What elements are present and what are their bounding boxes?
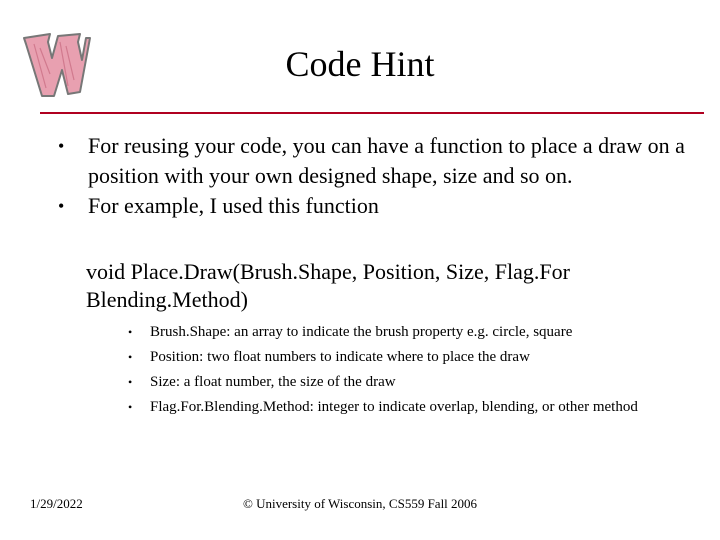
sub-bullet-text: Flag.For.Blending.Method: integer to indicate overlap, blending, or other method (150, 399, 638, 415)
list-item (58, 191, 698, 221)
list-item (128, 370, 688, 395)
list-item (128, 320, 688, 345)
footer-date: 1/29/2022 (30, 496, 83, 511)
sub-bullet-text: Position: two float numbers to indicate where to place the draw (150, 349, 530, 365)
bullet-marker: • (58, 136, 65, 156)
bullet-marker: • (128, 350, 133, 364)
bullet-marker: • (128, 400, 133, 414)
sub-bullet-text: Size: a float number, the size of the draw (150, 374, 396, 390)
slide-title: Code Hint (285, 44, 435, 84)
footer-copyright: © University of Wisconsin, CS559 Fall 2006 (242, 496, 478, 511)
bullet-text: For example, I used this function (88, 193, 379, 218)
bullet-marker: • (58, 196, 65, 216)
sub-bullet-text: Brush.Shape: an array to indicate the brush property e.g. circle, square (150, 324, 573, 340)
wisconsin-w-logo-icon (20, 30, 92, 100)
list-item (58, 131, 698, 191)
main-bullet-list (58, 131, 698, 221)
list-item (128, 395, 688, 420)
function-signature: void Place.Draw(Brush.Shape, Position, Size, Flag.For Blending.Method) (86, 259, 570, 312)
list-item (128, 345, 688, 370)
title-divider (40, 112, 704, 114)
bullet-marker: • (128, 375, 133, 389)
bullet-marker: • (128, 325, 133, 339)
sub-bullet-list (128, 320, 688, 420)
bullet-text: For reusing your code, you can have a function to place a draw on a position with your own designed shape, size and so on. (88, 133, 685, 188)
